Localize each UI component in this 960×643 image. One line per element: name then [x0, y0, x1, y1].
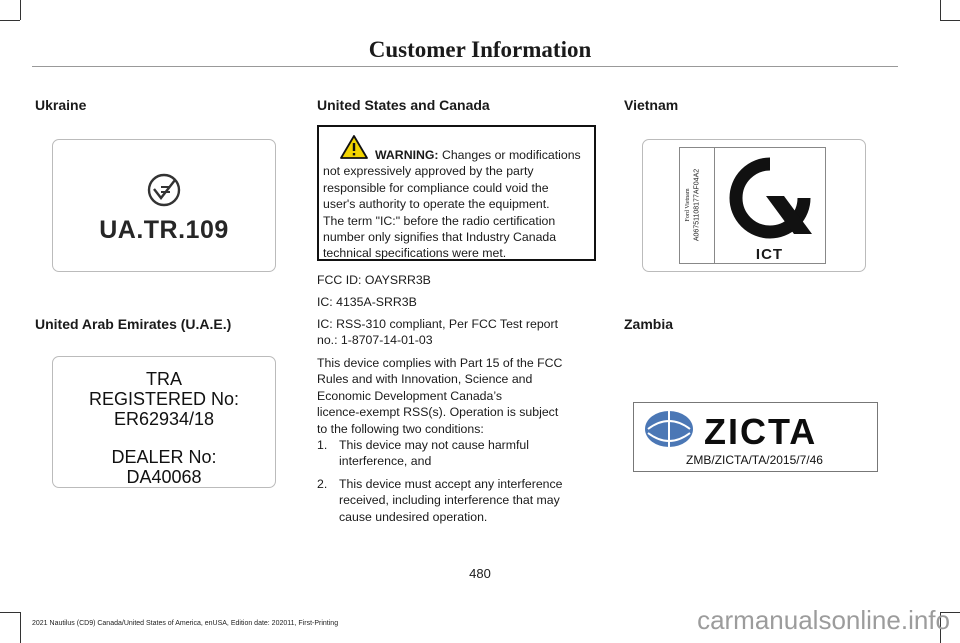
- crop-mark: [0, 20, 20, 21]
- crop-mark: [20, 612, 21, 643]
- ict-label-panel: [679, 147, 826, 264]
- section-title-uae: United Arab Emirates (U.A.E.): [35, 316, 232, 332]
- uae-line-reg-number: ER62934/18: [113, 409, 215, 429]
- list-line: received, including interference that may: [339, 493, 560, 508]
- compliance-line: licence-exempt RSS(s). Operation is subject: [317, 405, 559, 420]
- compliance-line: This device complies with Part 15 of the FCC: [317, 356, 563, 370]
- zicta-wordmark: ZICTA: [704, 411, 818, 452]
- ukraine-mark: UA.TR.109: [99, 216, 229, 244]
- crop-mark: [0, 612, 20, 613]
- warning-label: WARNING:: [375, 148, 439, 162]
- header-divider: [32, 66, 898, 67]
- page-title: Customer Information: [368, 37, 592, 62]
- zicta-globe-icon: [640, 407, 698, 451]
- section-title-vietnam: Vietnam: [624, 97, 679, 113]
- list-text: [339, 437, 604, 470]
- warning-box: [317, 125, 596, 261]
- ict-q-logo-icon: [720, 156, 820, 240]
- warning-line: not expressively approved by the party: [323, 164, 534, 179]
- ukraine-certification-image: [52, 139, 276, 272]
- compliance-line: to the following two conditions:: [317, 421, 484, 436]
- ict-code-strip: [680, 148, 715, 263]
- fcc-id: FCC ID: OAYSRR3B: [317, 273, 431, 287]
- list-line: interference, and: [339, 454, 432, 469]
- vietnam-certification-image: [642, 139, 866, 272]
- crop-mark: [20, 0, 21, 20]
- ict-label: ICT: [755, 246, 784, 263]
- compliance-line: Rules and with Innovation, Science and: [317, 372, 533, 387]
- zambia-code: ZMB/ZICTA/TA/2015/7/46: [686, 453, 823, 467]
- list-line: This device must accept any interference: [339, 477, 563, 491]
- watermark: carmanualsonline.info: [697, 605, 950, 635]
- vietnam-brand: Ford Vietnam: [685, 188, 691, 222]
- warning-line: responsible for compliance could void the: [323, 180, 549, 195]
- rss-line: IC: RSS-310 compliant, Per FCC Test report: [317, 317, 559, 331]
- warning-line: technical specifications were met.: [323, 246, 507, 261]
- compliance-statement: [317, 355, 602, 437]
- uae-line-registered: REGISTERED No:: [88, 389, 240, 409]
- uae-label-text: [53, 369, 275, 487]
- section-title-zambia: Zambia: [624, 316, 674, 332]
- spacer: [53, 429, 275, 447]
- list-number: 2.: [317, 477, 328, 491]
- page-number: 480: [469, 566, 491, 581]
- uae-certification-image: [52, 356, 276, 488]
- zambia-certification-image: [633, 402, 878, 472]
- rss-compliance: [317, 316, 602, 349]
- warning-line: Changes or modifications: [441, 148, 581, 162]
- list-number: 1.: [317, 438, 328, 452]
- section-title-ukraine: Ukraine: [35, 97, 87, 113]
- uae-line-dealer-number: DA40068: [126, 467, 202, 487]
- list-line: This device may not cause harmful: [339, 438, 530, 452]
- crop-mark: [940, 20, 960, 21]
- warning-line: number only signifies that Industry Canada: [323, 230, 557, 245]
- uae-line-dealer: DEALER No:: [111, 447, 217, 467]
- section-title-usa-canada: United States and Canada: [317, 97, 490, 113]
- compliance-line: Economic Development Canada’s: [317, 388, 503, 403]
- ic-number: IC: 4135A-SRR3B: [317, 295, 417, 309]
- uae-line-tra: TRA: [146, 369, 182, 389]
- list-line: cause undesired operation.: [339, 509, 488, 524]
- list-text: [339, 476, 604, 525]
- crop-mark: [940, 0, 941, 20]
- footer-edition-text: 2021 Nautilus (CD9) Canada/United States of America, enUSA, Edition date: 202011, First-Printing: [32, 620, 339, 627]
- rss-line: no.: 1-8707-14-01-03: [317, 333, 433, 348]
- vietnam-code: A06751108177AF04A2: [693, 168, 701, 242]
- warning-text: [323, 147, 590, 262]
- warning-line: user's authority to operate the equipment.: [323, 197, 550, 212]
- warning-line: The term "IC:" before the radio certification: [323, 213, 556, 228]
- warning-triangle-icon: [339, 134, 369, 160]
- ukraine-conformity-icon: [144, 170, 184, 210]
